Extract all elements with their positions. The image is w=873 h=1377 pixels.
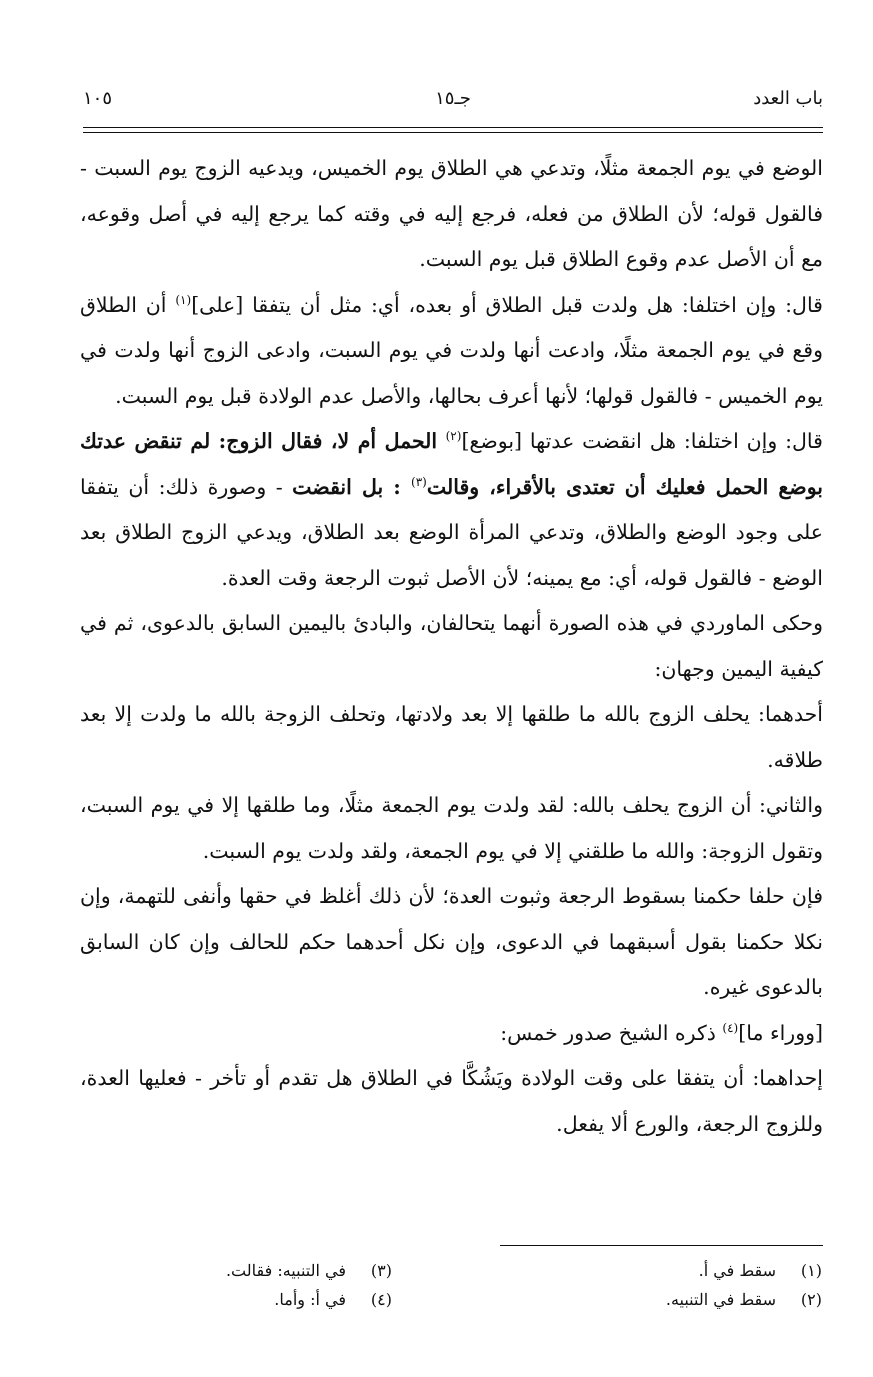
footnote-item <box>542 1256 822 1285</box>
footnote-marker: (٢) <box>445 429 462 444</box>
bold-text-segment: : بل انقضت <box>292 474 411 499</box>
footnote-text: في أ: وأما. <box>274 1290 346 1309</box>
body-paragraph <box>80 146 823 283</box>
footnote-item <box>112 1285 392 1314</box>
footnote-text: سقط في التنبيه. <box>665 1290 776 1309</box>
volume-label: جـ١٥ <box>435 88 471 109</box>
running-header <box>83 88 823 122</box>
text-segment: وحكى الماوردي في هذه الصورة أنهما يتحالفان، والبادئ باليمين السابق بالدعوى، ثم في كيفية اليمين وجهان: <box>80 611 823 681</box>
header-rule-thick <box>83 127 823 128</box>
body-paragraph <box>80 1011 823 1057</box>
text-segment: قال: وإن اختلفا: هل انقضت عدتها [بوضع] <box>461 429 823 453</box>
footnote-text: سقط في أ. <box>698 1261 776 1280</box>
text-segment: والثاني: أن الزوج يحلف بالله: لقد ولدت يوم الجمعة مثلًا، وما طلقها إلا في يوم السبت، وتقول الزوجة: والله ما طلقني إلا في يوم الجمعة، ولقد ولدت يوم السبت. <box>80 793 823 863</box>
text-segment: قال: وإن اختلفا: هل ولدت قبل الطلاق أو بعده، أي: مثل أن يتفقا [على] <box>191 292 823 317</box>
footnote-text: في التنبيه: فقالت. <box>225 1261 346 1280</box>
body-paragraph <box>80 601 823 692</box>
body-paragraph <box>80 1056 823 1147</box>
text-segment: [ووراء ما] <box>738 1020 823 1045</box>
text-segment: إحداهما: أن يتفقا على وقت الولادة ويَشُكَّا في الطلاق هل تقدم أو تأخر - فعليها العدة، وللزوج الرجعة، والورع ألا يفعل. <box>80 1066 823 1136</box>
footnote-marker: (٤) <box>722 1020 739 1035</box>
footnote-separator <box>500 1245 823 1246</box>
body-paragraph <box>80 783 823 874</box>
header-rule-thin <box>83 132 823 133</box>
text-segment: الوضع في يوم الجمعة مثلًا، وتدعي هي الطلاق يوم الخميس، ويدعيه الزوج يوم السبت - فالقول قوله؛ لأن الطلاق من فعله، فرجع إليه في وقته كما يرجع إليه في أصل وقوعه، مع أن الأصل عدم وقوع الطلاق قبل يوم السبت. <box>80 156 823 271</box>
text-segment: أحدهما: يحلف الزوج بالله ما طلقها إلا بعد ولادتها، وتحلف الزوجة بالله ما ولدت إلا بعد طلاقه. <box>80 702 823 772</box>
footnote-number: (٣) <box>370 1261 392 1280</box>
page-number: ١٠٥ <box>83 88 113 109</box>
body-paragraph <box>80 692 823 783</box>
body-paragraph <box>80 283 823 420</box>
text-segment: أن الطلاق وقع في يوم الجمعة مثلًا، وادعت أنها ولدت في يوم السبت، وادعى الزوج أنها ولدت في يوم الخميس - فالقول قولها؛ لأنها أعرف بحالها، والأصل عدم الولادة قبل يوم السبت. <box>80 292 823 408</box>
body-paragraph <box>80 874 823 1011</box>
bold-text-segment: الحمل أم لا، فقال الزوج: لم تنقض عدتك بوضع الحمل فعليك أن تعتدى بالأقراء، وقالت <box>80 429 824 499</box>
body-paragraph <box>80 419 823 601</box>
footnote-item <box>112 1256 392 1285</box>
text-segment: فإن حلفا حكمنا بسقوط الرجعة وثبوت العدة؛ لأن ذلك أغلظ في حقها وأنفى للتهمة، وإن نكلا حكمنا بقول أسبقهما في الدعوى، وإن نكل أحدهما حكم للحالف وإن كان السابق بالدعوى غيره. <box>80 884 823 999</box>
section-title: باب العدد <box>753 88 823 109</box>
text-segment: ذكره الشيخ صدور خمس: <box>500 1020 723 1045</box>
footnote-marker: (١) <box>175 292 192 307</box>
footnotes <box>100 1256 822 1314</box>
body-text <box>80 146 823 1147</box>
footnote-item <box>542 1285 822 1314</box>
footnote-number: (١) <box>800 1261 822 1280</box>
footnote-marker: (٣) <box>411 474 427 489</box>
footnote-number: (٤) <box>370 1290 392 1309</box>
footnote-number: (٢) <box>800 1290 822 1309</box>
text-segment: - وصورة ذلك: أن يتفقا على وجود الوضع والطلاق، وتدعي المرأة الوضع بعد الطلاق، ويدعي الزوج الطلاق بعد الوضع - فالقول قوله، أي: مع يمينه؛ لأن الأصل ثبوت الرجعة وقت العدة. <box>80 474 823 590</box>
